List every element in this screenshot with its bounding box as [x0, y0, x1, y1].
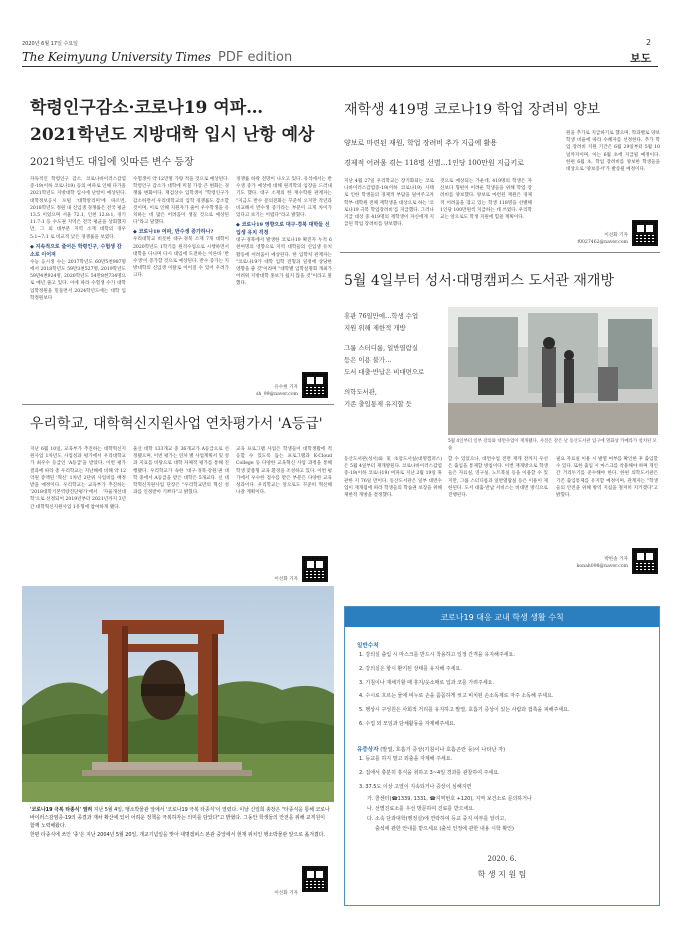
article4-col3-text: 필요 자료실 이용 시 발열 여부를 확인한 후 출입할 수 있다. 또한 출입 시 마스크를 착용해야 하며 개인 간 거리두기를 준수해야 한다. 한편 의학도서관은 기존 출입통제를 유지할 예정이며, 관계자는 "학생들의 안전을 위해 방역 지침을 철저히 지키겠다"고 밝혔다.: [556, 457, 658, 499]
notice-section1-title: 일반수칙: [357, 643, 379, 649]
article3-headline: 재학생 419명 코로나19 학업 장려비 양보: [344, 102, 601, 118]
notice-rules-list: [359, 649, 655, 732]
notice-symptom-3d: 출석에 관한 안내를 받으세요 (출석 인정에 관한 내용 시학 확인): [375, 826, 514, 833]
photo-caption-title: '코로나19 극복 타종식' 열려: [30, 807, 93, 813]
photo-qr-code[interactable]: [302, 866, 328, 892]
article1-col2-subhead: ◆ 코로나19 여파, 반수생 증가하나?: [133, 229, 214, 236]
masthead-rule: [22, 66, 658, 67]
article4-lead-4: 등은 이용 불가…: [344, 356, 392, 364]
article4-lead: [344, 310, 444, 410]
article1-byline-name: 유수현 기자: [274, 385, 298, 390]
article2-col2-text: 울산 대학 133개교 중 36개교가 A등급으로 선정됐으며, 이번 평가는 연차 별 사업계획서 및 성과 지표를 바탕으로 대학 자체적 평가를 통해 진행됐다. 우리학교가 속한 '대구·경북·강원'권 대학 중에서 A등급을 받은 대학은 5개교다. 신 대학혁신지원사업 단장은 "우리학교만의 혁신 성과를 인정받아 기쁘다"고 밝혔다.: [133, 447, 229, 496]
article1-col3-text: 경쟁률 하락 전망이 나오고 있다. 유석에서는 반수생 증가 예상에 대해 원격학의 입장을 드러내기도 했다. 대구 소재의 한 재수학원 관계자는 "지금도 반수 문의전화는 꾸준히 오지만 작년과 비교해서 반수생 증가라는 부분이 크게 차이가 있다고 보기는 어렵다"라고 밝혔다.: [236, 177, 332, 219]
article1-col1-text: 자독적인 학령인구 감소, 코로나바이러스감염증-19(이하 코로나19) 등의 여파로 인해 다가올 2021학년도 지방대학 입시에 난항이 예상된다. 대학정보공시 포털 '대학알리미'에 따르면, 2018학년도 정원 내 신입생 경쟁률은 전국 평균 13.5 이었으며 서울 72.1, 인천 12.8:1, 경기 11.7:1 등 수도권 지역은 전국 평균을 상회했지만, 그 외 대부분 지역 소재 대학의 경우 5:1~7:1 로 비교적 낮은 경쟁률을 보였다.: [30, 177, 126, 240]
article4-column-1: [344, 456, 442, 499]
article2-column-2: [133, 446, 229, 496]
notice-date: 2020. 6.: [487, 855, 517, 863]
article1-headline-line2: 2021학년도 지방대학 입시 난항 예상: [30, 125, 315, 145]
article4-col2-text: 할 수 있었으나, 대면수업 전면 재개 전까지 우선은 출입을 통제할 방침이다. 이번 재개방으로 학생들은 자료실, 연구실, 노트북실 등을 이용할 수 있지만, 그룹 스터디룸과 일반열람실 등은 이용이 제한된다. 도서 대출·반납 서비스는 비대면 방식으로 진행된다.: [448, 457, 548, 499]
article1-byline-email: sh_99@naver.com: [256, 392, 298, 397]
article3-column-2: [440, 178, 532, 221]
article2-col3-text: 교육 프로그램 사업은 학생들이 대학생활에 적응할 수 있도록 돕는 프로그램과 K-Cloud College 등 다양한 교육혁신 사업 과정을 통해 학생 맞춤형 교육 환경을 조성하고 있다. 이번 평가에서 우수한 점수를 받은 부분은 다양한 교육 성과이다. 우리학교는 앞으로도 꾸준히 혁신해 나갈 계획이다.: [236, 447, 332, 496]
page-number: 2: [646, 38, 652, 47]
notice-section2-note: (발열, 호흡기 증상(기침이나 호흡곤란 등)이 나타난 자): [380, 747, 506, 753]
article3-col3-text: 원을 추가로 지급하기로 했으며, 학과별로 양보 학생 비율에 따라 수혜자를 선정한다. 추가 학업 장려비 지원 기간은 6월 29일부터 5월 10일까지이며, 이는 6월 초에 지급될 예정이다. 한편 6월 초, 학업 장려비를 양보한 학생들을 대상으로 '양보증서'가 발송될 예정이다.: [566, 131, 660, 173]
article4-lead-6: 의학도서관,: [344, 388, 377, 396]
library-photo-caption: 5월 4일부터 일부 강의와 대면수업이 재개됐다. 사진은 같은 날 동산도서관 입구에 열화상 카메라가 설치된 모습: [448, 439, 657, 451]
article1-subheadline: 2021학년도 대입에 잇따른 변수 등장: [30, 157, 194, 168]
photo-caption-text: 지난 5월 4일, 행소박물관 앞에서 '코로나19 극복 타종식'이 열렸다. 이날 신일희 총장은 "타종식을 통해 코로나바이러스감염증-19의 종결과 재차 확산에 있어 어려운 정책을 극복하자는 의미를 담았다"고 밝혔다. 그동안 학생들의 안전을 위해 교직원이 함께 노력해왔다.: [30, 807, 330, 830]
article1-col2-text: 수험생이 약 12만명 가량 적을 것으로 예상된다. 학령인구 감소가 대학에 미칠 가장 큰 변화는 경쟁률 변화이다. 재검상수 입학생이 "학령인구가 감소하면서 우리대학교의 입학 경쟁률도 감소할 것이며, 이로 인해 지원자가 줄어 우수학생을 유치하는 데 많은 어려움이 생길 것으로 예상된다"라고 말했다.: [133, 177, 229, 226]
section-label: 보도: [630, 52, 652, 65]
notice-title: 코로나19 대응 교내 학생 생활 수칙: [440, 613, 564, 622]
article4-col1-text: 동산도서관(성서)와 및 초암도서실(대명캠퍼스)은 5월 4일부터 재개방된다. 코로나바이러스감염증-19(이하 코로나19) 여파로 지난 2월 19일 휴관한 지 76일 만이다. 동산도서관은 일부 대면수업이 재개됨에 따라 학생들의 학습권 보장을 위해 제한적 개방을 결정했다.: [344, 457, 442, 499]
article4-lead-3: 그룹 스터디룸, 일반열람실: [344, 344, 419, 352]
article4-lead-2: 지원 위해 제한적 개방: [344, 324, 406, 332]
article1-column-1: [30, 176, 126, 302]
notice-rule-6: 6. 수업 외 모임과 단체활동을 자제해주세요.: [359, 720, 456, 727]
bell-tower-photo: [22, 586, 334, 802]
article4-headline: 5월 4일부터 성서·대명캠퍼스 도서관 재개방: [344, 273, 614, 289]
notice-signature: 학 생 지 원 팀: [477, 870, 527, 879]
article1-headline-line1: 학령인구감소·코로나19 여파…: [30, 98, 264, 118]
article4-lead-7: 기존 출입통제 유지할 듯: [344, 400, 412, 408]
notice-title-bar: [345, 607, 659, 627]
notice-symptom-3c: 다. 소속 단과대학(행정실)에 연락하여 등교 중지 여부를 알리고,: [367, 816, 506, 823]
article2-column-1: [30, 446, 126, 511]
edition-label: PDF edition: [218, 50, 293, 65]
article4-qr-code[interactable]: [632, 548, 658, 574]
article4-column-3: [556, 456, 658, 499]
article3-sub2: 경제적 어려움 겪는 118명 선별…1인당 100만원 지급키로: [344, 159, 525, 167]
article3-column-1: [344, 178, 434, 228]
notice-rule-3: 3. 기침이나 재채기할 때 휴지/옷소매로 입과 코를 가려주세요.: [359, 679, 495, 686]
article4-byline-name: 박한솔 기자: [604, 557, 628, 562]
notice-box: [344, 606, 660, 906]
notice-symptom-3a: 가. 콜센터(☎1339, 1331, ☎지역번호 +120), 지역 보건소로 문의하거나: [367, 796, 532, 803]
photo-caption-text-2: 한편 타종식에 쓰인 '종'은 지난 2004년 5월 20일, 개교기념일을 맞아 대명캠퍼스 본관 중앙에서 현재 위치인 행소박물관 앞으로 옮겨졌다.: [30, 831, 325, 838]
article3-byline-email: f0027462@naver.com: [577, 240, 628, 245]
article3-bottom-rule: [340, 252, 660, 253]
library-entrance-photo: [448, 307, 658, 435]
notice-symptom-3b: 나. 선별진료소를 우선 방문하여 진료를 받으세요.: [367, 806, 475, 813]
article1-bottom-rule: [22, 404, 334, 405]
notice-rule-1: 1. 강의실 출입 시 마스크를 반드시 착용하고 일정 간격을 유지해주세요.: [359, 652, 515, 658]
notice-symptom-list: [359, 753, 655, 834]
article1-col1-text-b: 수능 응시생 수는 2017학년도 60만5천987명에서 2018학년도 59만3천527명, 2019학년도 59만4천924명, 2020학년도 54만8천734명으로 매년 줄고 있다. 이에 따라 수험생 수가 대학 입학정원을 밑돌면서 2024학년도에는 대학 입학정원보다: [30, 259, 126, 301]
notice-rule-2: 2. 강의실은 항시 환기된 상태를 유지해 주세요.: [359, 665, 462, 672]
article2-byline: 이선화 기자: [274, 577, 298, 582]
article2-qr-code[interactable]: [302, 556, 328, 582]
notice-symptom-3: 3. 37.5도 이상 고열이 지속되거나 증상이 심해지면: [359, 783, 472, 790]
notice-rule-4: 4. 수시로 흐르는 물에 비누로 손을 꼼꼼하게 씻고 비치된 손소독제로 자주 소독해 주세요.: [359, 693, 554, 700]
article3-qr-code[interactable]: [632, 220, 658, 246]
notice-symptom-2: 2. 집에서 충분히 휴식을 취하고 3~4일 경과를 관찰하여 주세요.: [359, 769, 500, 776]
notice-rule-5: 5. 행상시 구성원은 사회적 거리를 유지하고 발열, 호흡기 증상이 있는 사람과 접촉을 피해주세요.: [359, 707, 570, 714]
issue-date: 2020년 6월 17일 수요일: [22, 41, 79, 47]
photo-caption-block: [30, 806, 330, 839]
notice-section2-title: 유증상자: [357, 747, 379, 753]
article1-column-3: [236, 176, 332, 288]
article3-col1-text: 지난 4월 27일 우리학교는 장기화되는 코로나바이러스감염증-19(이하 코로나19) 사태로 인한 학생들의 경제적 부담을 덜어주고자 학부·대학원 전체 재학생을 대상으로 하는 '코로나19 극복 학업장려비'를 지급했다. 그러나 지급 대상 중 419명의 재학생이 자신에게 지급된 학업 장려비를 양보했다.: [344, 179, 434, 228]
article4-byline-email: konah098@naver.com: [576, 564, 628, 569]
article4-lead-1: 휴관 76일만에…학생 수업: [344, 312, 419, 320]
article1-qr-code[interactable]: [302, 372, 328, 398]
article4-column-2: [448, 456, 548, 499]
photo-byline: 이선화 기자: [274, 891, 298, 896]
article1-col3-text-b: 대구·경북에서 발생한 코로나19 확진자 누적 6천여명의 영향으로 지역 대학들의 신입생 유치 활동에 어려움이 예상된다. 한 입학처 관계자는 "코로나19가 대학 입학 전형과 일정에 상당한 영향을 줄 것"이라며 "대학별 입학설명회 개최가 어려워 지방대학 홍보가 쉽지 않을 것"이라고 말했다.: [236, 238, 332, 287]
article1-column-2: [133, 176, 229, 280]
notice-symptom-1: 1. 등교를 하지 말고 외출을 자제해 주세요.: [359, 756, 453, 762]
article1-col2-text-b: 우리대학교 비롯한 대구·경북 소재 7개 대학이 2020학년도 1학기를 원격수업으로 시행하면서 대학을 다니며 다시 대입에 도전하는 이른바 '반수생'이 증가할 것으로 예상된다. 반수 증가는 지방대학의 신입생 이탈로 이어질 수 있어 우려가 크다.: [133, 237, 229, 279]
article4-lead-5: 도서 대출·반납은 비대면으로: [344, 368, 425, 376]
article2-column-3: [236, 446, 332, 496]
article1-col3-subhead: ◆ 코로나19 영향으로 대구·경북 대학들 신입생 유치 걱정: [236, 222, 330, 237]
article1-col1-subhead: ◆ 지속적으로 줄어든 학령인구, 수험생 감소로 이어져: [30, 243, 122, 258]
paper-name: The Keimyung University Times: [22, 50, 211, 64]
article3-col2-text: 것으로 예상되는 가운데, 419명의 학생은 자신보다 형편이 어려운 학생들을 위해 학업 장려비를 양보했다. 양보로 마련된 재원은 경제적 어려움을 겪고 있는 학생 118명을 선별해 1인당 100만원씩 지급하는 데 쓰였다. 우리학교는 앞으로도 학생 지원에 힘쓸 계획이다.: [440, 179, 532, 221]
article3-sub1: 양보로 마련된 재원, 학업 장려비 추가 지급에 활용: [344, 139, 498, 147]
article3-byline-name: 이선화 기자: [604, 233, 628, 238]
notice-section2: [357, 745, 505, 753]
article2-headline: 우리학교, 대학혁신지원사업 연차평가서 'A등급': [30, 416, 323, 432]
article2-col1-text: 지난 6월 10일, 교육부가 추진하는 대학혁신지원사업 1차년도 사업성과 평가에서 우리대학교가 최우수 등급인 'A등급'을 받았다. 이번 평가 결과에 따라 총 우리학교는 지난해에 비해 약 12억원 증액된 '혁신' 1차년 2단위 사업비를 배정받을 예정이다. 우리학교는 교육부가 추진하는 '2018대학기본역량진단평가'에서 '자율개선대학'으로 선정되어 2019년부터 2021년까지 3년간 대학혁신지원사업 1유형에 참여하게 됐다.: [30, 447, 126, 510]
article3-column-3: [566, 130, 660, 173]
